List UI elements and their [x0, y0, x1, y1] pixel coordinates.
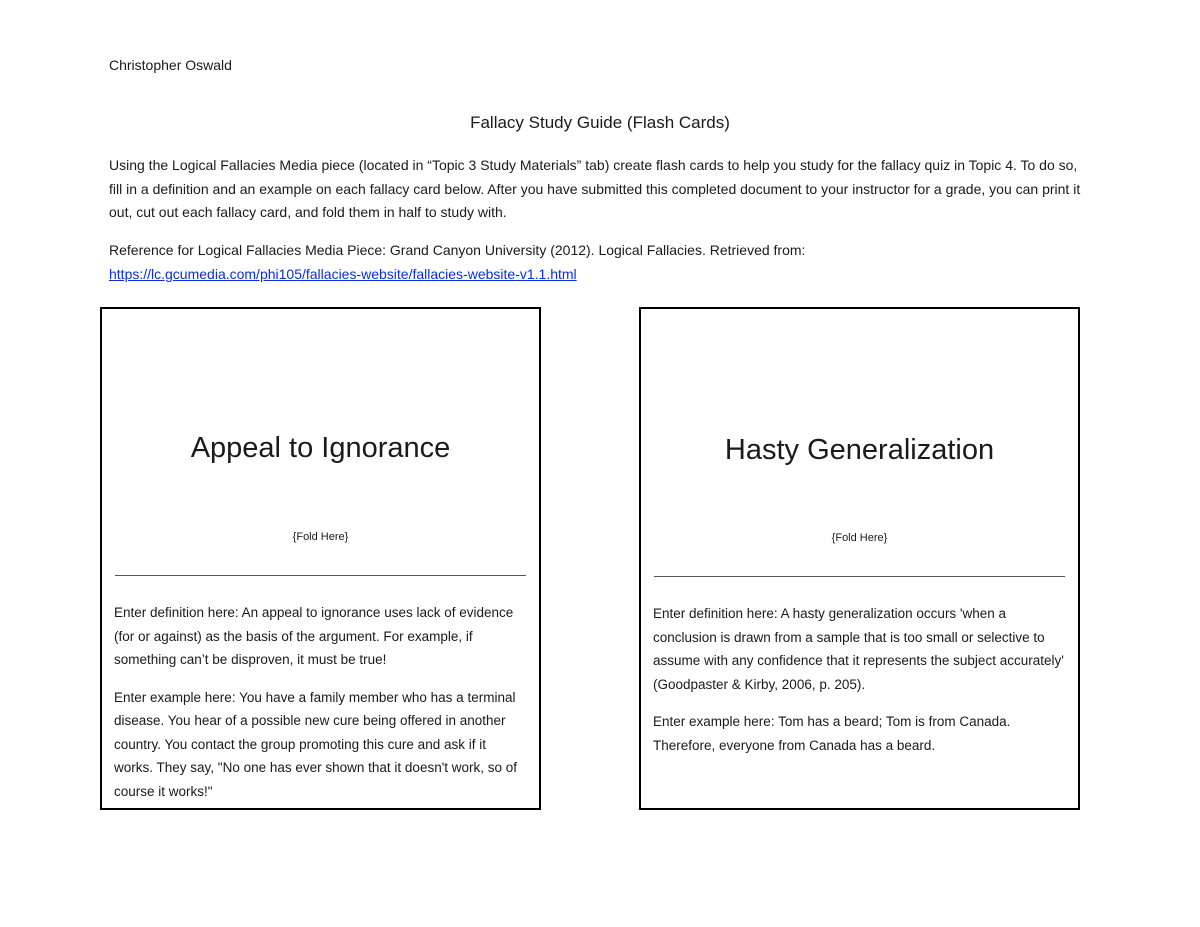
- card-title: Hasty Generalization: [724, 434, 995, 466]
- fold-label: {Fold Here}: [831, 532, 888, 544]
- card-title: Appeal to Ignorance: [190, 432, 451, 464]
- flash-card-appeal-to-ignorance: [100, 307, 541, 810]
- document-title: Fallacy Study Guide (Flash Cards): [470, 113, 730, 132]
- card-example: Enter example here: Tom has a beard; Tom is from Canada. Therefore, everyone from Canada has a beard.: [653, 714, 1011, 753]
- author-name: Christopher Oswald: [109, 57, 232, 73]
- reference-label: Reference for Logical Fallacies Media Piece: Grand Canyon University (2012). Logical Fallacies. Retrieved from:: [109, 242, 806, 258]
- fold-label: {Fold Here}: [292, 531, 349, 543]
- reference-link[interactable]: https://lc.gcumedia.com/phi105/fallacies-website/fallacies-website-v1.1.html: [109, 265, 577, 282]
- card-example: Enter example here: You have a family member who has a terminal disease. You hear of a possible new cure being offered in another country. You contact the group promoting this cure and ask if it works. They say, "No one has ever shown that it doesn't work, so of course it works!": [114, 689, 518, 799]
- instructions-paragraph: Using the Logical Fallacies Media piece (located in “Topic 3 Study Materials” tab) create flash cards to help you study for the fallacy quiz in Topic 4. To do so, fill in a definition and an example on each fallacy card below. After you have submitted this completed document to your instructor for a grade, you can print it out, cut out each fallacy card, and fold them in half to study with.: [109, 157, 1081, 220]
- fold-line: [654, 576, 1065, 577]
- card-body: [653, 602, 1067, 771]
- card-definition: Enter definition here: An appeal to ignorance uses lack of evidence (for or against) as the basis of the argument. For example, if something can’t be disproven, it must be true!: [114, 605, 514, 667]
- card-body: [114, 601, 528, 817]
- flash-card-hasty-generalization: [639, 307, 1080, 810]
- card-definition: Enter definition here: A hasty generalization occurs 'when a conclusion is drawn from a sample that is too small or selective to assume with any confidence that it represents the subject accurately' (Goodpaster & Kirby, 2006, p. 205).: [653, 606, 1064, 692]
- fold-line: [115, 575, 526, 576]
- reference-block: [109, 239, 1084, 286]
